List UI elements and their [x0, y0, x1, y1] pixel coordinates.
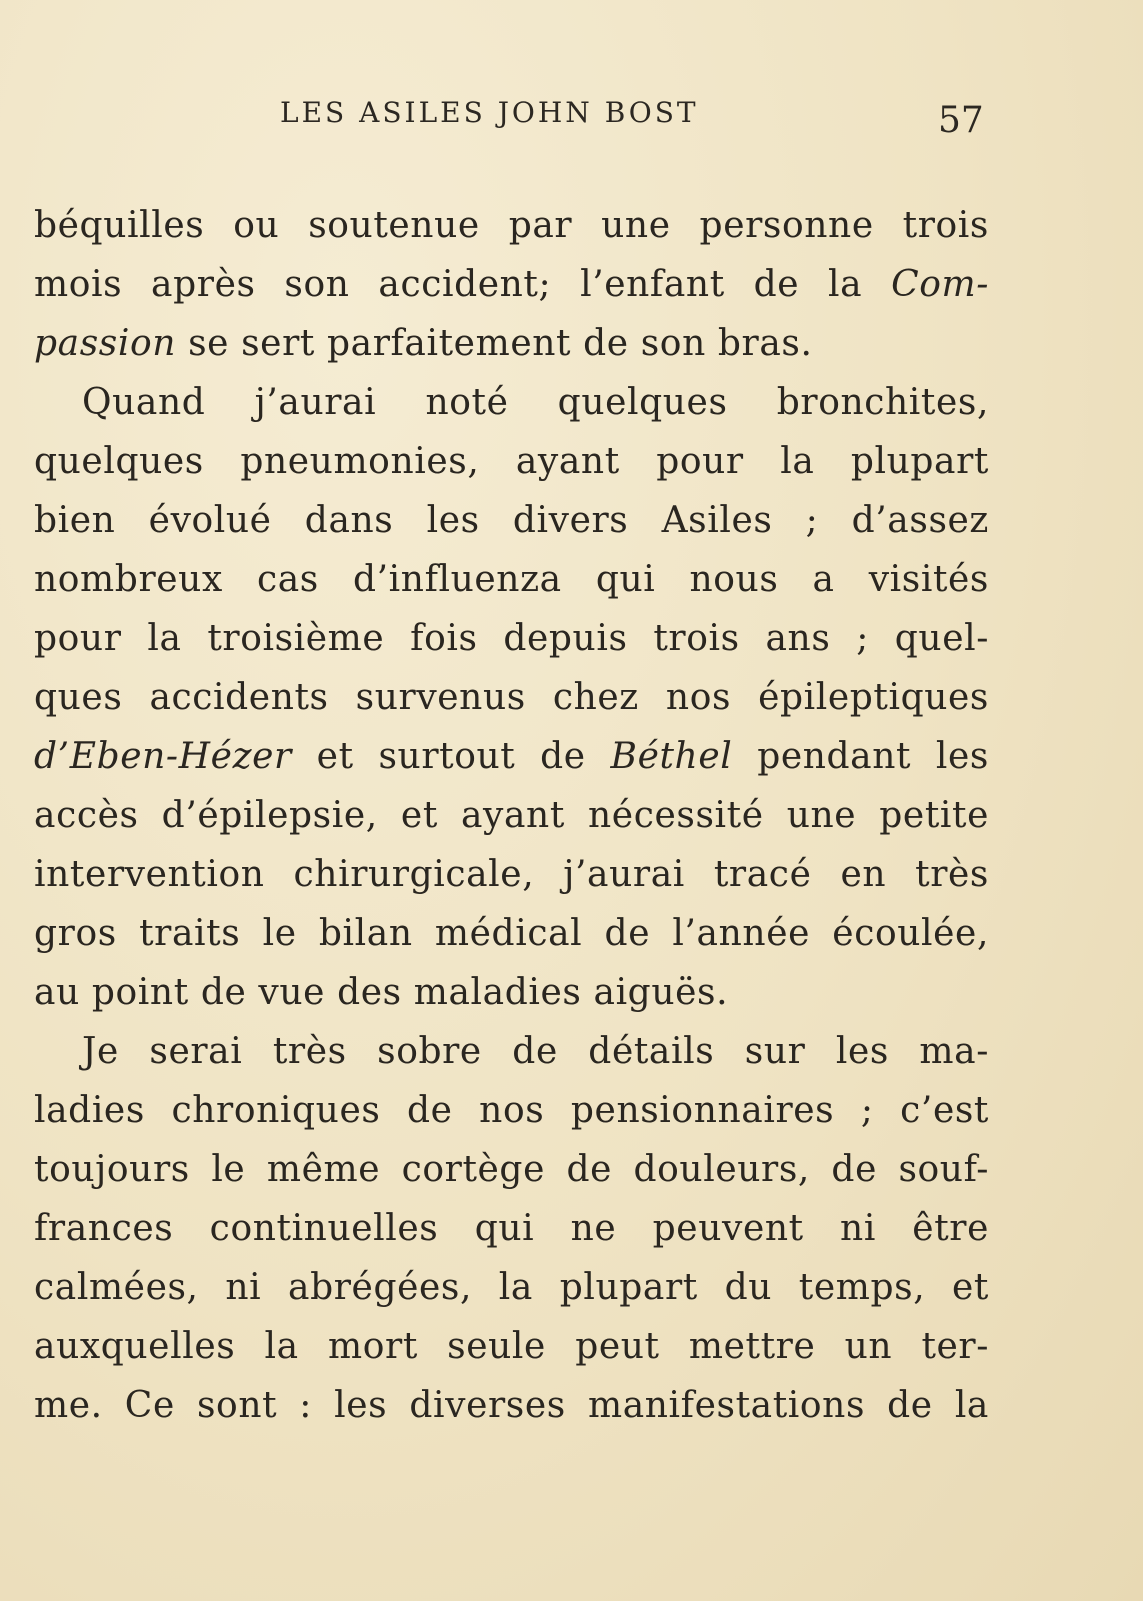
text-segment: intervention chirurgicale, j’aurai tracé en très: [34, 854, 989, 895]
text-segment: mois après son accident; l’enfant de la: [34, 264, 892, 305]
text-line: [34, 432, 989, 491]
text-segment: béquilles ou soutenue par une personne trois: [34, 205, 989, 246]
text-line: [34, 668, 989, 727]
text-segment: Je serai très sobre de détails sur les ma-: [82, 1031, 989, 1072]
text-line: [34, 1376, 989, 1435]
text-line: [34, 1317, 989, 1376]
text-segment: ladies chroniques de nos pensionnaires ; c’est: [34, 1090, 989, 1131]
text-segment: frances continuelles qui ne peuvent ni être: [34, 1208, 989, 1249]
text-segment: se sert parfaitement de son bras.: [176, 323, 813, 364]
running-head: LES ASILES JOHN BOST: [280, 96, 699, 129]
text-segment: ques accidents survenus chez nos épileptiques: [34, 677, 989, 718]
italic-text-segment: passion: [34, 323, 177, 364]
text-line: [34, 904, 989, 963]
text-segment: gros traits le bilan médical de l’année écoulée,: [34, 913, 989, 954]
text-line: [34, 1140, 989, 1199]
text-line: [34, 196, 989, 255]
text-segment: et surtout de: [291, 736, 611, 777]
page-number: 57: [938, 100, 984, 141]
text-segment: bien évolué dans les divers Asiles ; d’assez: [34, 500, 989, 541]
text-segment: calmées, ni abrégées, la plupart du temps, et: [34, 1267, 989, 1308]
text-segment: quelques pneumonies, ayant pour la plupart: [34, 441, 989, 482]
text-line: [34, 609, 989, 668]
text-segment: au point de vue des maladies aiguës.: [34, 972, 729, 1013]
text-line: [34, 373, 989, 432]
text-line: [34, 727, 989, 786]
text-segment: pour la troisième fois depuis trois ans ; quel-: [34, 618, 989, 659]
text-line: [34, 1022, 989, 1081]
text-line: [34, 491, 989, 550]
text-segment: toujours le même cortège de douleurs, de souf-: [34, 1149, 989, 1190]
text-line: [34, 845, 989, 904]
text-segment: accès d’épilepsie, et ayant nécessité une petite: [34, 795, 989, 836]
text-segment: nombreux cas d’influenza qui nous a visités: [34, 559, 989, 600]
text-line: [34, 255, 989, 314]
italic-text-segment: Béthel: [610, 736, 733, 777]
body-text: [34, 196, 989, 1435]
text-segment: auxquelles la mort seule peut mettre un ter-: [34, 1326, 989, 1367]
text-line: [34, 550, 989, 609]
text-line: [34, 963, 989, 1022]
text-segment: me. Ce sont : les diverses manifestations de la: [34, 1385, 989, 1426]
text-segment: pendant les: [732, 736, 990, 777]
text-segment: Quand j’aurai noté quelques bronchites,: [82, 382, 989, 423]
italic-text-segment: Com-: [891, 264, 989, 305]
italic-text-segment: d’Eben-Hézer: [34, 736, 292, 777]
text-line: [34, 1081, 989, 1140]
text-line: [34, 1199, 989, 1258]
text-line: [34, 314, 989, 373]
text-line: [34, 1258, 989, 1317]
text-line: [34, 786, 989, 845]
